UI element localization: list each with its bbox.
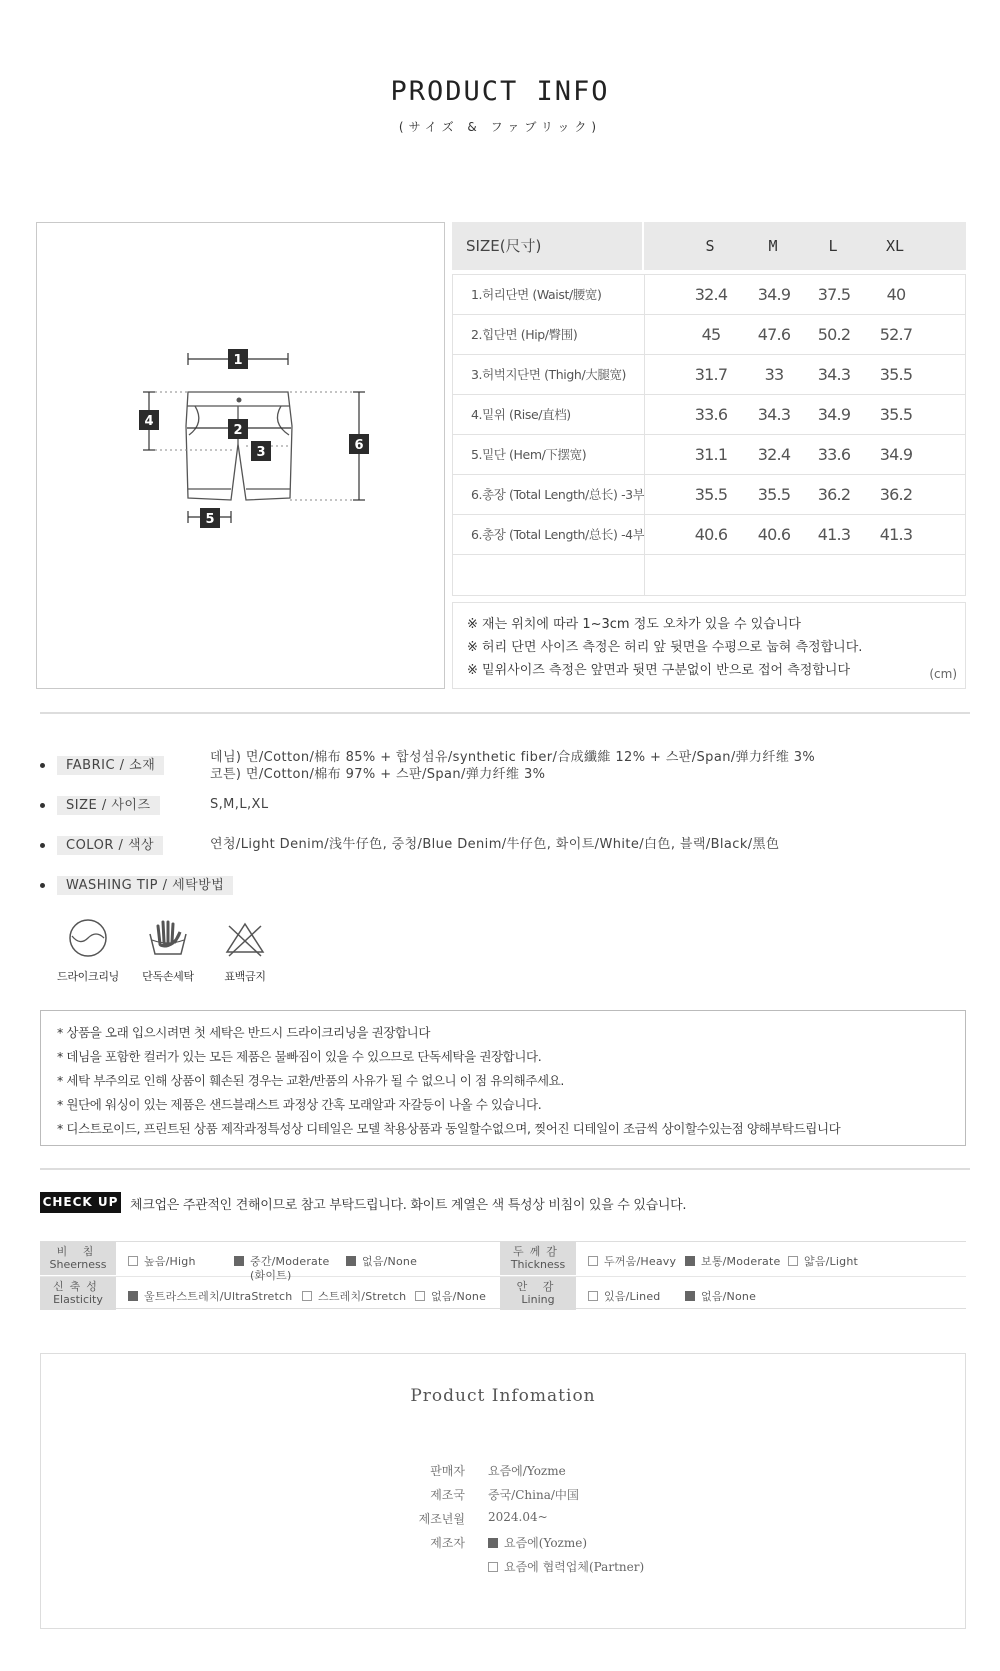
care-note: * 세탁 부주의로 인해 상품이 훼손된 경우는 교환/반품의 사유가 될 수 없으니 이 점 유의해주세요.	[57, 1073, 564, 1088]
svg-text:4: 4	[144, 414, 154, 429]
page-title: PRODUCT INFO	[390, 76, 610, 107]
checkbox-icon	[588, 1291, 598, 1301]
size-table-row	[453, 355, 965, 395]
size-col-s: S	[705, 237, 715, 255]
size-table-row	[453, 515, 965, 555]
checkbox-icon	[788, 1256, 798, 1266]
measurement-value: 34.9	[817, 405, 851, 424]
fabric-tag: FABRIC / 소재	[57, 756, 164, 775]
thickness-option[interactable]: 보통/Moderate	[685, 1253, 780, 1269]
fabric-line: 데님) 면/Cotton/棉布 85% + 합성섬유/synthetic fiber/合成纖維 12% + 스판/Span/弹力纤维 3%	[210, 750, 816, 765]
size-table-row	[453, 315, 965, 355]
product-info-title: Product Infomation	[410, 1386, 596, 1406]
care-note: * 데님을 포함한 컬러가 있는 모든 제품은 물빠짐이 있을 수 있으므로 단독세탁을 권장합니다.	[57, 1049, 542, 1064]
wash-label: 표백금지	[224, 970, 266, 983]
shorts-diagram	[37, 223, 446, 690]
lining-option[interactable]: 없음/None	[685, 1288, 756, 1304]
checkbox-icon	[588, 1256, 598, 1266]
checkbox-icon	[302, 1291, 312, 1301]
product-information: Product Infomation 판매자 요즘에/Yozme 제조국 중국/China/中国 제조년월 2024.04~ 제조자 요즘에(Yozme) 요즘에 협력업체(Partner)	[40, 1353, 966, 1629]
size-table-header	[452, 222, 966, 270]
size-col-m: M	[768, 237, 778, 255]
care-note: * 디스트로이드, 프린트된 상품 제작과정특성상 디테일은 모델 착용상품과 동일할수없으며, 찢어진 디테일이 조금씩 상이할수있는점 양해부탁드립니다	[57, 1121, 841, 1136]
measurement-value: 37.5	[817, 285, 851, 304]
care-notes	[40, 1010, 966, 1146]
button	[237, 398, 242, 403]
measurement-label	[453, 555, 645, 595]
measurement-value: 33.6	[694, 405, 728, 424]
measurement-value: 40.6	[757, 525, 791, 544]
measurement-value: 40	[886, 285, 906, 304]
measurement-value: 45	[701, 325, 721, 344]
svg-text:2: 2	[233, 423, 243, 438]
measurement-value	[681, 555, 741, 595]
measurement-value: 33	[764, 365, 784, 384]
size-header-label: SIZE(尺寸)	[452, 222, 644, 270]
measurement-label: 6.총장 (Total Length/总长) -3부	[453, 475, 645, 515]
measurement-label: 5.밑단 (Hem/下摆宽)	[453, 435, 645, 475]
measurement-value	[804, 555, 864, 595]
checkbox-icon	[128, 1256, 138, 1266]
measurement-label: 2.힙단면 (Hip/臀围)	[453, 315, 645, 355]
measurement-value: 33.6	[817, 445, 851, 464]
size-table-row	[453, 275, 965, 315]
measurement-label: 1.허리단면 (Waist/腰宽)	[453, 275, 645, 315]
measurement-value: 36.2	[879, 485, 913, 504]
measurement-value: 32.4	[757, 445, 791, 464]
divider	[40, 712, 970, 714]
thickness-option[interactable]: 얇음/Light	[788, 1253, 858, 1269]
checkbox-icon	[488, 1562, 498, 1572]
size-value: S,M,L,XL	[210, 797, 269, 812]
measurement-value: 35.5	[694, 485, 728, 504]
measurement-value: 31.1	[694, 445, 728, 464]
size-notes	[452, 602, 966, 689]
measurement-label: 3.허벅지단면 (Thigh/大腿宽)	[453, 355, 645, 395]
fabric-line: 코튼) 면/Cotton/棉布 97% + 스판/Span/弹力纤维 3%	[210, 767, 546, 782]
measurement-value: 31.7	[694, 365, 728, 384]
measurement-value: 34.3	[757, 405, 791, 424]
svg-text:3: 3	[256, 445, 266, 460]
care-note: * 원단에 워싱이 있는 제품은 샌드블래스트 과정상 간혹 모래알과 자갈등이 나올 수 있습니다.	[57, 1097, 542, 1112]
no-bleach-icon	[223, 918, 267, 958]
checkup-table	[40, 1241, 966, 1309]
measurement-value: 40.6	[694, 525, 728, 544]
right-pocket	[277, 406, 289, 435]
washing-tag: WASHING TIP / 세탁방법	[57, 876, 233, 895]
color-tag: COLOR / 색상	[57, 836, 163, 855]
bullet-icon	[40, 883, 45, 888]
size-note: ※ 밑위사이즈 측정은 앞면과 뒷면 구분없이 반으로 접어 측정합니다	[467, 663, 851, 678]
thickness-header: 두께감 Thickness	[500, 1242, 576, 1275]
checkbox-checked-icon	[128, 1291, 138, 1301]
bullet-icon	[40, 763, 45, 768]
svg-text:1: 1	[233, 353, 243, 368]
lining-header: 안 감 Lining	[500, 1277, 576, 1310]
elasticity-option[interactable]: 없음/None	[415, 1288, 486, 1304]
lining-option[interactable]: 있음/Lined	[588, 1288, 660, 1304]
checkbox-icon	[415, 1291, 425, 1301]
sheerness-option[interactable]: 높음/High	[128, 1253, 196, 1269]
size-table-row	[453, 475, 965, 515]
checkbox-checked-icon	[488, 1538, 498, 1548]
size-table-body	[452, 274, 966, 596]
care-note: * 상품을 오래 입으시려면 첫 세탁은 반드시 드라이크리닝을 권장합니다	[57, 1025, 431, 1040]
measurement-value: 34.9	[879, 445, 913, 464]
measurement-value: 36.2	[817, 485, 851, 504]
measurement-value: 47.6	[757, 325, 791, 344]
elasticity-option[interactable]: 스트레치/Stretch	[302, 1288, 406, 1304]
checkbox-checked-icon	[234, 1256, 244, 1266]
size-table	[452, 222, 966, 596]
hand-wash-icon	[146, 918, 190, 958]
maker-option[interactable]: 요즘에(Yozme)	[488, 1534, 587, 1551]
measurement-value: 35.5	[757, 485, 791, 504]
thickness-option[interactable]: 두꺼움/Heavy	[588, 1253, 676, 1269]
checkup-badge: CHECK UP	[40, 1192, 121, 1213]
hand-wash-item	[128, 918, 208, 984]
svg-text:5: 5	[205, 512, 215, 527]
measurement-label: 6.총장 (Total Length/总长) -4부	[453, 515, 645, 555]
sheerness-option[interactable]: 없음/None	[346, 1253, 417, 1269]
measurement-value	[866, 555, 926, 595]
size-diagram	[36, 222, 445, 689]
size-note: ※ 재는 위치에 따라 1~3cm 정도 오차가 있을 수 있습니다	[467, 617, 801, 632]
size-col-xl: XL	[885, 237, 905, 255]
divider	[40, 1168, 970, 1170]
measurement-value: 50.2	[817, 325, 851, 344]
elasticity-header: 신축성 Elasticity	[40, 1277, 116, 1310]
maker-option[interactable]: 요즘에 협력업체(Partner)	[488, 1558, 644, 1575]
wash-label: 드라이크리닝	[57, 970, 119, 983]
svg-text:6: 6	[354, 438, 364, 453]
wash-label: 단독손세탁	[142, 970, 194, 983]
measurement-value: 35.5	[879, 405, 913, 424]
dry-clean-item	[48, 918, 128, 984]
checkbox-checked-icon	[685, 1256, 695, 1266]
sheerness-option-sub: (화이트)	[250, 1269, 292, 1282]
measurement-value: 34.3	[817, 365, 851, 384]
page-subtitle: (サイズ & ファブリック)	[398, 120, 602, 134]
sheerness-header: 비 침 Sheerness	[40, 1242, 116, 1275]
unit-label: (cm)	[929, 667, 957, 681]
size-tag: SIZE / 사이즈	[57, 796, 160, 815]
measurement-value: 52.7	[879, 325, 913, 344]
size-table-row	[453, 395, 965, 435]
measurement-value: 41.3	[817, 525, 851, 544]
checkup-text: 체크업은 주관적인 견해이므로 참고 부탁드립니다. 화이트 계열은 색 특성상 비침이 있을 수 있습니다.	[130, 1198, 687, 1213]
sheerness-option[interactable]: 중간/Moderate	[234, 1253, 329, 1269]
size-note: ※ 허리 단면 사이즈 측정은 허리 앞 뒷면을 수평으로 눕혀 측정합니다.	[467, 640, 863, 655]
size-col-l: L	[828, 237, 838, 255]
measurement-value: 35.5	[879, 365, 913, 384]
left-pocket	[189, 406, 199, 435]
size-table-row	[453, 435, 965, 475]
dry-clean-icon	[66, 918, 110, 958]
measurement-value	[744, 555, 804, 595]
no-bleach-item	[205, 918, 285, 984]
bullet-icon	[40, 803, 45, 808]
checkbox-checked-icon	[685, 1291, 695, 1301]
bullet-icon	[40, 843, 45, 848]
elasticity-option[interactable]: 울트라스트레치/UltraStretch	[128, 1288, 292, 1304]
fabric-value	[210, 749, 815, 783]
measurement-value: 41.3	[879, 525, 913, 544]
measurement-value: 32.4	[694, 285, 728, 304]
color-value: 연청/Light Denim/浅牛仔色, 중청/Blue Denim/牛仔色, 화이트/White/白色, 블랙/Black/黑色	[210, 837, 780, 852]
checkbox-checked-icon	[346, 1256, 356, 1266]
size-table-row	[453, 555, 965, 595]
measurement-value: 34.9	[757, 285, 791, 304]
measurement-label: 4.밑위 (Rise/直档)	[453, 395, 645, 435]
